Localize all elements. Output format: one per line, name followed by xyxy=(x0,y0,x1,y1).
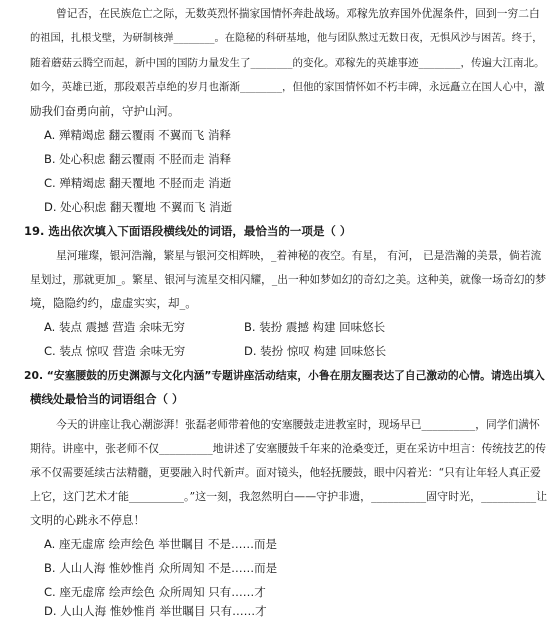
passage-19-line-1: 星河璀璨，银河浩瀚，繁星与银河交相辉映，_着神秘的夜空。有星， 有河， 已是浩瀚的美景，倘若流 xyxy=(56,249,542,262)
option-18-b[interactable]: B. 处心积虑 翻云覆雨 不胫而走 消释 xyxy=(44,152,232,166)
passage-18-line-1: 曾记否，在民族危亡之际，无数英烈怀揣家国情怀奔赴战场。邓稼先放弃国外优渥条件，回到一穷二白 xyxy=(56,7,540,20)
option-18-a[interactable]: A. 殚精竭虑 翻云覆雨 不翼而飞 消释 xyxy=(44,128,231,142)
option-19-a[interactable]: A. 装点 震撼 营造 余味无穷 xyxy=(44,320,185,334)
passage-18-line-3: 随着蘑菇云腾空而起，新中国的国防力量发生了________的变化。邓稼先的英雄事迹________，传遍大江南北。 xyxy=(30,57,545,69)
option-18-c[interactable]: C. 殚精竭虑 翻天覆地 不胫而走 消逝 xyxy=(44,176,232,190)
question-20-title-line-1: 20. “安塞腰鼓的历史渊源与文化内涵”专题讲座活动结束，小鲁在朋友圈表达了自己激动的心情。请选出填入 xyxy=(24,369,545,382)
passage-20-line-2: 期待。讲座中，张老师不仅__________地讲述了安塞腰鼓千年来的沧桑变迁，更在采访中坦言：传统技艺的传 xyxy=(30,442,547,455)
passage-20-line-4: 上它，这门艺术才能__________。”这一刻，我忽然明白——守护非遗，__________固守时光，__________让 xyxy=(30,490,548,503)
option-19-b[interactable]: B. 装扮 震撼 构建 回味悠长 xyxy=(244,320,386,334)
option-18-d[interactable]: D. 处心积虑 翻天覆地 不翼而飞 消逝 xyxy=(44,200,233,214)
option-19-c[interactable]: C. 装点 惊叹 营造 余味无穷 xyxy=(44,344,186,358)
passage-20-line-5: 文明的心跳永不停息！ xyxy=(30,513,145,527)
passage-20-line-1: 今天的讲座让我心潮澎湃！张磊老师带着他的安塞腰鼓走进教室时，现场早已__________，同学们满怀 xyxy=(56,418,540,431)
passage-18-line-5: 励我们奋勇向前，守护山河。 xyxy=(30,104,180,118)
question-20-title-line-2: 横线处最恰当的词语组合（ ） xyxy=(30,392,184,406)
passage-18-line-2: 的祖国，扎根戈壁，为研制核弹________。在隐秘的科研基地，他与团队熬过无数日夜，无惧风沙与困苦。终于， xyxy=(30,32,543,44)
option-19-d[interactable]: D. 装扮 惊叹 构建 回味悠长 xyxy=(244,344,387,358)
passage-19-line-2: 星划过，那就更加_。繁星、银河与流星交相闪耀，_出一种如梦如幻的奇幻之美。这种美，就像一场奇幻的梦 xyxy=(30,273,547,286)
option-20-c[interactable]: C. 座无虚席 绘声绘色 众所周知 只有……才 xyxy=(44,585,266,599)
passage-20-line-3: 承不仅需要延续古法精髓，更要融入时代新声。面对镜头，他轻抚腰鼓，眼中闪着光：“只有让年轻人真正爱 xyxy=(30,466,541,479)
question-19-title: 19. 选出依次填入下面语段横线处的词语，最恰当的一项是（ ） xyxy=(24,224,352,238)
option-20-b[interactable]: B. 人山人海 惟妙惟肖 众所周知 不是……而是 xyxy=(44,561,278,575)
passage-18-line-4: 如今，英雄已逝，那段艰苦卓绝的岁月也渐渐________，但他的家国情怀如不朽丰碑，永远矗立在国人心中，激 xyxy=(30,81,545,93)
option-20-d[interactable]: D. 人山人海 惟妙惟肖 举世瞩目 只有……才 xyxy=(44,604,267,618)
passage-19-line-3: 境，隐隐约约，虚虚实实，却_。 xyxy=(30,296,197,310)
option-20-a[interactable]: A. 座无虚席 绘声绘色 举世瞩目 不是……而是 xyxy=(44,537,277,551)
